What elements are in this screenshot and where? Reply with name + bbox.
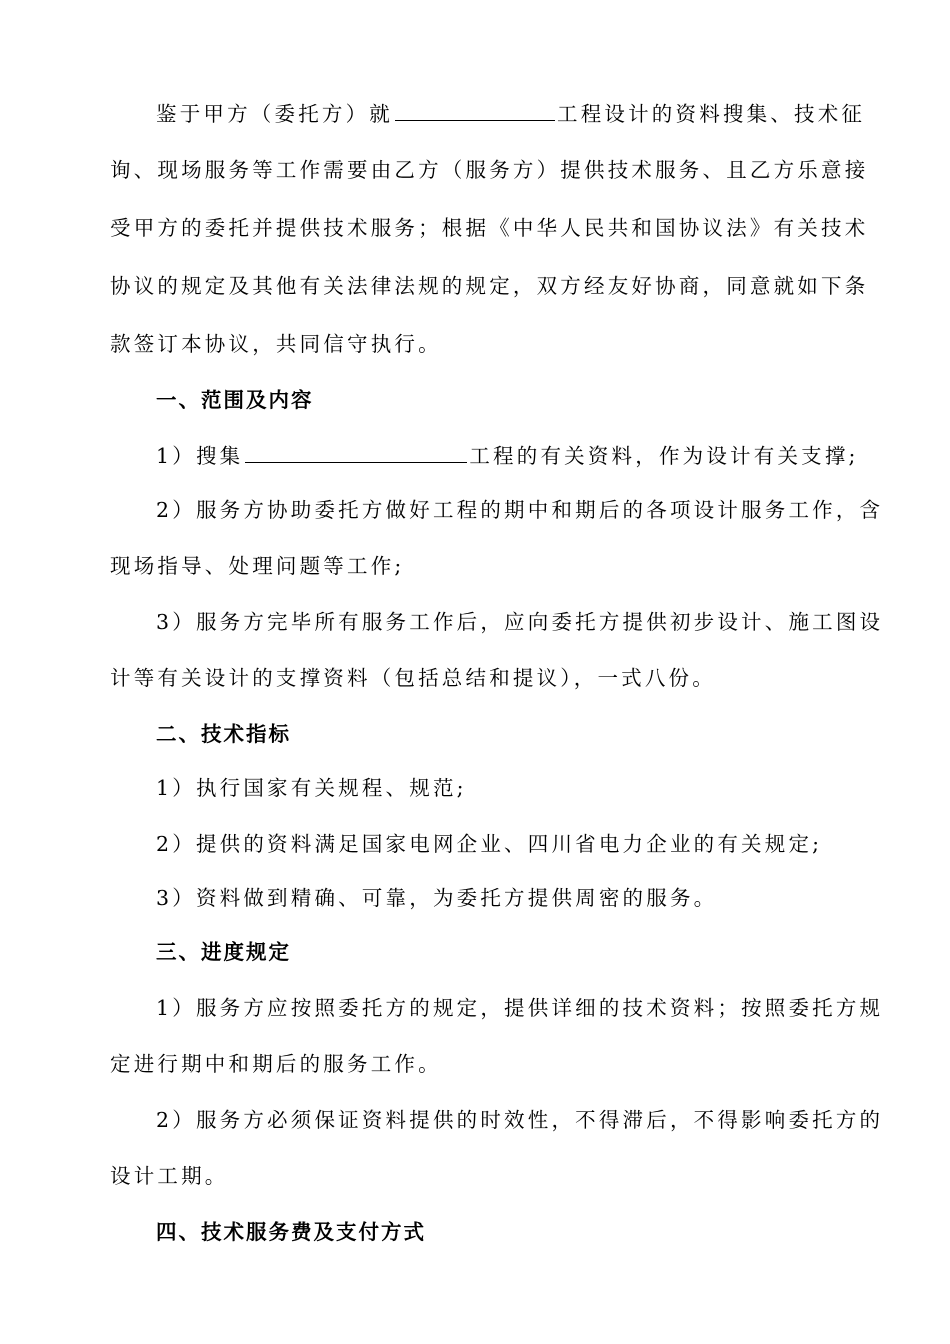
section-1-item-2-line-1: 2）服务方协助委托方做好工程的期中和期后的各项设计服务工作，含	[156, 498, 884, 522]
intro-text: 工程设计的资料搜集、技术征	[557, 102, 866, 126]
section-2-title: 二、技术指标	[156, 722, 291, 746]
section-4-title: 四、技术服务费及支付方式	[156, 1220, 426, 1244]
section-1-item-3-line-2: 计等有关设计的支撑资料（包括总结和提议），一式八份。	[110, 666, 716, 690]
section-2-item-2: 2）提供的资料满足国家电网企业、四川省电力企业的有关规定;	[156, 832, 823, 856]
project-name-blank	[395, 98, 555, 121]
intro-line-1	[156, 98, 950, 128]
intro-text: 鉴于甲方（委托方）就	[156, 102, 393, 126]
intro-line-4: 协议的规定及其他有关法律法规的规定，双方经友好协商，同意就如下条	[110, 274, 869, 298]
section-1-title: 一、范围及内容	[156, 388, 314, 412]
section-2-item-1: 1）执行国家有关规程、规范;	[156, 776, 467, 800]
collection-project-blank	[245, 440, 467, 463]
section-3-item-2-line-2: 设计工期。	[110, 1164, 229, 1188]
section-1-item-1	[156, 440, 950, 470]
item-text: 1）搜集	[156, 444, 244, 468]
section-2-item-3: 3）资料做到精确、可靠，为委托方提供周密的服务。	[156, 886, 718, 910]
section-1-item-2-line-2: 现场指导、处理问题等工作;	[110, 554, 405, 578]
section-3-item-2-line-1: 2）服务方必须保证资料提供的时效性，不得滞后，不得影响委托方的	[156, 1108, 884, 1132]
intro-line-3: 受甲方的委托并提供技术服务；根据《中华人民共和国协议法》有关技术	[110, 216, 869, 240]
intro-line-5: 款签订本协议，共同信守执行。	[110, 332, 442, 356]
section-3-item-1-line-2: 定进行期中和期后的服务工作。	[110, 1052, 442, 1076]
section-3-item-1-line-1: 1）服务方应按照委托方的规定，提供详细的技术资料；按照委托方规	[156, 996, 884, 1020]
item-text: 工程的有关资料，作为设计有关支撑;	[469, 444, 859, 468]
section-1-item-3-line-1: 3）服务方完毕所有服务工作后，应向委托方提供初步设计、施工图设	[156, 610, 884, 634]
section-3-title: 三、进度规定	[156, 940, 291, 964]
intro-line-2: 询、现场服务等工作需要由乙方（服务方）提供技术服务、且乙方乐意接	[110, 158, 869, 182]
